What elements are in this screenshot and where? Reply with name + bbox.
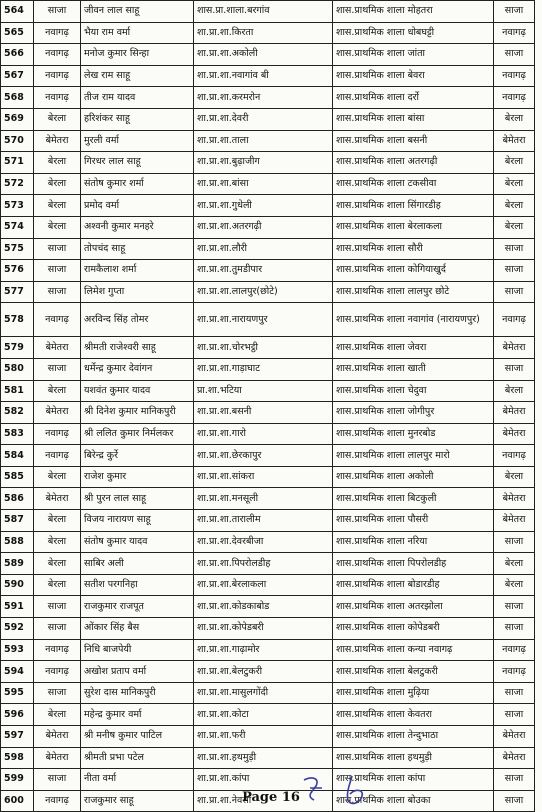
table-row bbox=[1, 639, 535, 661]
row-teacher-name: हरिशंकर साहू bbox=[81, 108, 194, 130]
row-block: साजा bbox=[34, 358, 81, 380]
row-number: 570 bbox=[1, 130, 34, 152]
row-block: नवागढ़ bbox=[34, 87, 81, 109]
row-number: 566 bbox=[1, 44, 34, 66]
row-current-school: शा.प्रा.शा.हथमुड़ी bbox=[194, 747, 333, 769]
row-new-posting: शास.प्राथमिक शाला तेन्दुभाठा bbox=[333, 726, 494, 748]
row-new-posting: शास.प्राथमिक शाला बोउका bbox=[333, 790, 494, 812]
row-teacher-name: अखोश प्रताप वर्मा bbox=[81, 661, 194, 683]
table-row bbox=[1, 65, 535, 87]
row-teacher-name: महेन्द्र कुमार वर्मा bbox=[81, 704, 194, 726]
row-current-school: प्रा.शा.भटिया bbox=[194, 380, 333, 402]
row-block: बेरला bbox=[34, 216, 81, 238]
row-new-block: साजा bbox=[494, 1, 535, 23]
row-block: बेरला bbox=[34, 466, 81, 488]
row-teacher-name: विजय नारायण साहू bbox=[81, 510, 194, 532]
row-teacher-name: श्री पुरन लाल साहू bbox=[81, 488, 194, 510]
row-number: 586 bbox=[1, 488, 34, 510]
row-new-posting: शास.प्राथमिक शाला बेवरा bbox=[333, 65, 494, 87]
row-teacher-name: रामकैलाश शर्मा bbox=[81, 260, 194, 282]
table-row bbox=[1, 173, 535, 195]
row-number: 599 bbox=[1, 769, 34, 791]
table-row bbox=[1, 661, 535, 683]
table-row bbox=[1, 553, 535, 575]
row-new-posting: शास.प्राथमिक शाला जेवरा bbox=[333, 337, 494, 359]
row-new-posting: शास.प्राथमिक शाला टकसीवा bbox=[333, 173, 494, 195]
row-number: 584 bbox=[1, 445, 34, 467]
row-teacher-name: तीज राम यादव bbox=[81, 87, 194, 109]
table-row bbox=[1, 260, 535, 282]
row-new-block: नवागढ़ bbox=[494, 87, 535, 109]
row-new-posting: शास.प्राथमिक शाला हथमुड़ी bbox=[333, 747, 494, 769]
row-new-block: साजा bbox=[494, 358, 535, 380]
row-new-block: बेरला bbox=[494, 152, 535, 174]
row-block: नवागढ़ bbox=[34, 423, 81, 445]
row-current-school: शा.प्रा.शा.सांकरा bbox=[194, 466, 333, 488]
row-new-block: साजा bbox=[494, 790, 535, 812]
row-block: नवागढ़ bbox=[34, 22, 81, 44]
row-new-posting: शास.प्राथमिक शाला कोपेडबरी bbox=[333, 618, 494, 640]
row-new-posting: शास.प्राथमिक शाला लालपुर मारो bbox=[333, 445, 494, 467]
row-new-block: बेमेतरा bbox=[494, 488, 535, 510]
row-block: बेमेतरा bbox=[34, 488, 81, 510]
row-current-school: शा.प्रा.शा.चोरभट्ठी bbox=[194, 337, 333, 359]
row-block: साजा bbox=[34, 260, 81, 282]
row-current-school: शा.प्रा.शा.तारालीम bbox=[194, 510, 333, 532]
table-row bbox=[1, 423, 535, 445]
table-row bbox=[1, 303, 535, 337]
row-new-posting: शास.प्राथमिक शाला बोडारडीह bbox=[333, 574, 494, 596]
row-new-posting: शास.प्राथमिक शाला अतरझोला bbox=[333, 596, 494, 618]
row-current-school: शा.प्रा.शा.गाढ़ामोर bbox=[194, 639, 333, 661]
table-row bbox=[1, 152, 535, 174]
row-current-school: शा.प्रा.शा.करमरोन bbox=[194, 87, 333, 109]
row-number: 574 bbox=[1, 216, 34, 238]
row-number: 588 bbox=[1, 531, 34, 553]
row-teacher-name: संतोष कुमार यादव bbox=[81, 531, 194, 553]
row-current-school: शा.प्रा.शा.बसनी bbox=[194, 402, 333, 424]
row-block: नवागढ़ bbox=[34, 65, 81, 87]
row-new-block: बेमेतरा bbox=[494, 726, 535, 748]
row-teacher-name: मुरली वर्मा bbox=[81, 130, 194, 152]
row-block: बेरला bbox=[34, 173, 81, 195]
row-number: 589 bbox=[1, 553, 34, 575]
table-row bbox=[1, 726, 535, 748]
row-new-block: नवागढ़ bbox=[494, 661, 535, 683]
table-row bbox=[1, 130, 535, 152]
row-new-posting: शास.प्राथमिक शाला नरिया bbox=[333, 531, 494, 553]
row-teacher-name: श्री दिनेश कुमार मानिकपुरी bbox=[81, 402, 194, 424]
row-current-school: शा.प्रा.शा.मनसूली bbox=[194, 488, 333, 510]
row-new-posting: शास.प्राथमिक शाला मोहतरा bbox=[333, 1, 494, 23]
table-row bbox=[1, 618, 535, 640]
row-new-posting: शास.प्राथमिक शाला पौसरी bbox=[333, 510, 494, 532]
row-new-posting: शास.प्राथमिक शाला कोगियाखुर्द bbox=[333, 260, 494, 282]
row-teacher-name: राजकुमार साहू bbox=[81, 790, 194, 812]
table-row bbox=[1, 358, 535, 380]
row-new-posting: शास.प्राथमिक शाला खाती bbox=[333, 358, 494, 380]
row-new-posting: शास.प्राथमिक शाला सौरी bbox=[333, 238, 494, 260]
row-new-block: नवागढ़ bbox=[494, 22, 535, 44]
row-teacher-name: निधि बाजपेयी bbox=[81, 639, 194, 661]
row-number: 576 bbox=[1, 260, 34, 282]
row-new-block: साजा bbox=[494, 704, 535, 726]
row-number: 595 bbox=[1, 682, 34, 704]
row-current-school: शास.प्रा.शाला.बरगांव bbox=[194, 1, 333, 23]
row-new-posting: शास.प्राथमिक शाला मुढ़िया bbox=[333, 682, 494, 704]
row-teacher-name: धर्मेन्द्र कुमार देवांगन bbox=[81, 358, 194, 380]
row-number: 587 bbox=[1, 510, 34, 532]
row-number: 600 bbox=[1, 790, 34, 812]
table-row bbox=[1, 488, 535, 510]
row-current-school: शा.प्रा.शा.बेलटुकरी bbox=[194, 661, 333, 683]
row-number: 594 bbox=[1, 661, 34, 683]
row-teacher-name: यशवंत कुमार यादव bbox=[81, 380, 194, 402]
row-block: बेरला bbox=[34, 704, 81, 726]
row-number: 572 bbox=[1, 173, 34, 195]
table-row bbox=[1, 22, 535, 44]
row-new-block: बेमेतरा bbox=[494, 337, 535, 359]
row-number: 596 bbox=[1, 704, 34, 726]
row-teacher-name: नीता वर्मा bbox=[81, 769, 194, 791]
row-new-block: बेरला bbox=[494, 380, 535, 402]
table-row bbox=[1, 337, 535, 359]
row-teacher-name: श्रीमती प्रभा पटेल bbox=[81, 747, 194, 769]
row-current-school: शा.प्रा.शा.कोडकाबोड bbox=[194, 596, 333, 618]
row-current-school: शा.प्रा.शा.ताला bbox=[194, 130, 333, 152]
row-new-posting: शास.प्राथमिक शाला लालपुर छोटे bbox=[333, 281, 494, 303]
table-row bbox=[1, 195, 535, 217]
row-teacher-name: सतीश परगनिहा bbox=[81, 574, 194, 596]
table-row bbox=[1, 216, 535, 238]
row-new-block: साजा bbox=[494, 682, 535, 704]
row-block: नवागढ़ bbox=[34, 44, 81, 66]
row-teacher-name: भैया राम वर्मा bbox=[81, 22, 194, 44]
table-row bbox=[1, 87, 535, 109]
row-block: बेरला bbox=[34, 152, 81, 174]
table-row bbox=[1, 402, 535, 424]
row-teacher-name: बिरेन्द्र कुर्रे bbox=[81, 445, 194, 467]
row-current-school: शा.प्रा.शा.गारो bbox=[194, 423, 333, 445]
table-row bbox=[1, 44, 535, 66]
row-current-school: शा.प्रा.शा.तुमडीपार bbox=[194, 260, 333, 282]
row-new-block: साजा bbox=[494, 531, 535, 553]
row-block: बेमेतरा bbox=[34, 402, 81, 424]
row-teacher-name: लेख राम साहू bbox=[81, 65, 194, 87]
row-new-block: साजा bbox=[494, 238, 535, 260]
row-new-block: नवागढ़ bbox=[494, 639, 535, 661]
row-new-block: बेमेतरा bbox=[494, 402, 535, 424]
row-new-block: बेरला bbox=[494, 108, 535, 130]
table-row bbox=[1, 510, 535, 532]
row-block: साजा bbox=[34, 618, 81, 640]
row-new-posting: शास.प्राथमिक शाला कन्या नवागढ़ bbox=[333, 639, 494, 661]
table-row bbox=[1, 682, 535, 704]
row-block: साजा bbox=[34, 596, 81, 618]
row-current-school: शा.प्रा.शा.नेवसा bbox=[194, 790, 333, 812]
row-current-school: शा.प्रा.शा.पिपरोलडीह bbox=[194, 553, 333, 575]
table-row bbox=[1, 238, 535, 260]
row-new-block: बेरला bbox=[494, 574, 535, 596]
row-new-posting: शास.प्राथमिक शाला अकोली bbox=[333, 466, 494, 488]
row-teacher-name: अश्वनी कुमार मनहरे bbox=[81, 216, 194, 238]
row-new-posting: शास.प्राथमिक शाला दर्रो bbox=[333, 87, 494, 109]
table-row bbox=[1, 445, 535, 467]
row-new-block: बेरला bbox=[494, 173, 535, 195]
table-row bbox=[1, 380, 535, 402]
table-row bbox=[1, 747, 535, 769]
row-current-school: शा.प्रा.शा.बेरलाकला bbox=[194, 574, 333, 596]
row-current-school: शा.प्रा.शा.गुधेली bbox=[194, 195, 333, 217]
row-teacher-name: प्रमोद वर्मा bbox=[81, 195, 194, 217]
row-block: साजा bbox=[34, 1, 81, 23]
row-current-school: शा.प्रा.शा.देवरी bbox=[194, 108, 333, 130]
row-new-posting: शास.प्राथमिक शाला धोबघट्टी bbox=[333, 22, 494, 44]
row-current-school: शा.प्रा.शा.नवागांव बी bbox=[194, 65, 333, 87]
row-block: बेमेतरा bbox=[34, 747, 81, 769]
row-new-posting: शास.प्राथमिक शाला केवतरा bbox=[333, 704, 494, 726]
row-current-school: शा.प्रा.शा.अकोली bbox=[194, 44, 333, 66]
row-new-block: साजा bbox=[494, 618, 535, 640]
row-block: नवागढ़ bbox=[34, 639, 81, 661]
row-new-block: बेमेतरा bbox=[494, 423, 535, 445]
row-current-school: शा.प्रा.शा.मासुलगोंदी bbox=[194, 682, 333, 704]
table-row bbox=[1, 1, 535, 23]
table-row bbox=[1, 769, 535, 791]
row-number: 567 bbox=[1, 65, 34, 87]
row-new-block: साजा bbox=[494, 260, 535, 282]
row-number: 591 bbox=[1, 596, 34, 618]
row-new-posting: शास.प्राथमिक शाला चेदुवा bbox=[333, 380, 494, 402]
row-teacher-name: गिरधर लाल साहू bbox=[81, 152, 194, 174]
row-new-block: साजा bbox=[494, 281, 535, 303]
row-new-block: बेमेतरा bbox=[494, 510, 535, 532]
row-new-block: साजा bbox=[494, 44, 535, 66]
row-new-posting: शास.प्राथमिक शाला नवागांव (नारायणपुर) bbox=[333, 303, 494, 337]
row-number: 582 bbox=[1, 402, 34, 424]
page-number: Page 16 bbox=[242, 790, 300, 805]
row-block: बेरला bbox=[34, 195, 81, 217]
row-new-posting: शास.प्राथमिक शाला अतरगढ़ी bbox=[333, 152, 494, 174]
row-block: बेमेतरा bbox=[34, 130, 81, 152]
row-new-posting: शास.प्राथमिक शाला जांता bbox=[333, 44, 494, 66]
row-block: साजा bbox=[34, 682, 81, 704]
row-current-school: शा.प्रा.शा.बुढ़ाजीग bbox=[194, 152, 333, 174]
row-teacher-name: श्रीमती राजेश्वरी साहू bbox=[81, 337, 194, 359]
row-teacher-name: संतोष कुमार शर्मा bbox=[81, 173, 194, 195]
table-body bbox=[1, 1, 535, 812]
row-new-posting: शास.प्राथमिक शाला बांसा bbox=[333, 108, 494, 130]
row-number: 578 bbox=[1, 303, 34, 337]
row-new-posting: शास.प्राथमिक शाला पिपरोलडीह bbox=[333, 553, 494, 575]
row-teacher-name: ओंकार सिंह बैस bbox=[81, 618, 194, 640]
row-block: बेमेतरा bbox=[34, 337, 81, 359]
row-number: 580 bbox=[1, 358, 34, 380]
row-new-block: नवागढ़ bbox=[494, 303, 535, 337]
row-teacher-name: तोपचंद साहू bbox=[81, 238, 194, 260]
row-block: बेमेतरा bbox=[34, 726, 81, 748]
row-new-posting: शास.प्राथमिक शाला मुनरबोड bbox=[333, 423, 494, 445]
row-new-block: नवागढ़ bbox=[494, 65, 535, 87]
row-new-block: नवागढ़ bbox=[494, 445, 535, 467]
row-new-posting: शास.प्राथमिक शाला जोगीपुर bbox=[333, 402, 494, 424]
row-new-posting: शास.प्राथमिक शाला कांपा bbox=[333, 769, 494, 791]
row-teacher-name: लिमेश गुप्ता bbox=[81, 281, 194, 303]
row-teacher-name: राजकुमार राजपूत bbox=[81, 596, 194, 618]
row-new-block: साजा bbox=[494, 769, 535, 791]
table-row bbox=[1, 596, 535, 618]
row-teacher-name: राजेश कुमार bbox=[81, 466, 194, 488]
row-new-block: बेमेतरा bbox=[494, 747, 535, 769]
row-teacher-name: श्री ललित कुमार निर्मलकर bbox=[81, 423, 194, 445]
row-current-school: शा.प्रा.शा.कांपा bbox=[194, 769, 333, 791]
table-row bbox=[1, 281, 535, 303]
row-number: 593 bbox=[1, 639, 34, 661]
row-current-school: शा.प्रा.शा.नारायणपुर bbox=[194, 303, 333, 337]
row-number: 569 bbox=[1, 108, 34, 130]
row-teacher-name: जीवन लाल साहू bbox=[81, 1, 194, 23]
row-block: बेरला bbox=[34, 531, 81, 553]
row-number: 592 bbox=[1, 618, 34, 640]
row-block: साजा bbox=[34, 281, 81, 303]
row-number: 565 bbox=[1, 22, 34, 44]
row-new-block: साजा bbox=[494, 596, 535, 618]
row-new-block: बेरला bbox=[494, 195, 535, 217]
table-row bbox=[1, 108, 535, 130]
row-number: 590 bbox=[1, 574, 34, 596]
row-number: 581 bbox=[1, 380, 34, 402]
row-new-posting: शास.प्राथमिक शाला बसनी bbox=[333, 130, 494, 152]
row-number: 598 bbox=[1, 747, 34, 769]
row-number: 575 bbox=[1, 238, 34, 260]
row-block: बेरला bbox=[34, 574, 81, 596]
row-current-school: शा.प्रा.शा.लालपुर(छोटे) bbox=[194, 281, 333, 303]
row-teacher-name: श्री मनीष कुमार पाटिल bbox=[81, 726, 194, 748]
row-current-school: शा.प्रा.शा.छेरकापुर bbox=[194, 445, 333, 467]
row-block: नवागढ़ bbox=[34, 303, 81, 337]
row-current-school: शा.प्रा.शा.देवरबीजा bbox=[194, 531, 333, 553]
table-row bbox=[1, 531, 535, 553]
row-new-block: बेमेतरा bbox=[494, 130, 535, 152]
row-new-block: बेरला bbox=[494, 553, 535, 575]
row-number: 564 bbox=[1, 1, 34, 23]
row-block: नवागढ़ bbox=[34, 445, 81, 467]
row-block: बेरला bbox=[34, 108, 81, 130]
row-number: 583 bbox=[1, 423, 34, 445]
row-block: नवागढ़ bbox=[34, 790, 81, 812]
table-row bbox=[1, 574, 535, 596]
row-teacher-name: अरविन्द सिंह तोमर bbox=[81, 303, 194, 337]
row-current-school: शा.प्रा.शा.किरता bbox=[194, 22, 333, 44]
row-teacher-name: मनोज कुमार सिन्हा bbox=[81, 44, 194, 66]
row-teacher-name: साबिर अली bbox=[81, 553, 194, 575]
row-number: 568 bbox=[1, 87, 34, 109]
row-number: 571 bbox=[1, 152, 34, 174]
row-number: 577 bbox=[1, 281, 34, 303]
row-number: 597 bbox=[1, 726, 34, 748]
table-row bbox=[1, 466, 535, 488]
row-block: साजा bbox=[34, 238, 81, 260]
row-current-school: शा.प्रा.शा.अतरगढ़ी bbox=[194, 216, 333, 238]
row-new-posting: शास.प्राथमिक शाला बिटकुली bbox=[333, 488, 494, 510]
row-current-school: शा.प्रा.शा.बांसा bbox=[194, 173, 333, 195]
row-block: साजा bbox=[34, 769, 81, 791]
row-new-posting: शास.प्राथमिक शाला बेलटुकरी bbox=[333, 661, 494, 683]
row-block: बेरला bbox=[34, 380, 81, 402]
row-number: 579 bbox=[1, 337, 34, 359]
row-number: 573 bbox=[1, 195, 34, 217]
row-current-school: शा.प्रा.शा.गाड़ाघाट bbox=[194, 358, 333, 380]
row-block: नवागढ़ bbox=[34, 661, 81, 683]
row-current-school: शा.प्रा.शा.कोटा bbox=[194, 704, 333, 726]
row-current-school: शा.प्रा.शा.लौरी bbox=[194, 238, 333, 260]
row-new-posting: शास.प्राथमिक शाला बेरलाकला bbox=[333, 216, 494, 238]
row-number: 585 bbox=[1, 466, 34, 488]
row-block: बेरला bbox=[34, 510, 81, 532]
row-current-school: शा.प्रा.शा.कोपेडबरी bbox=[194, 618, 333, 640]
row-new-block: बेरला bbox=[494, 216, 535, 238]
row-teacher-name: सुरेश दास मानिकपुरी bbox=[81, 682, 194, 704]
row-new-block: बेरला bbox=[494, 466, 535, 488]
row-new-posting: शास.प्राथमिक शाला सिंगारडीह bbox=[333, 195, 494, 217]
row-block: बेरला bbox=[34, 553, 81, 575]
row-current-school: शा.प्रा.शा.फरी bbox=[194, 726, 333, 748]
table-row bbox=[1, 704, 535, 726]
